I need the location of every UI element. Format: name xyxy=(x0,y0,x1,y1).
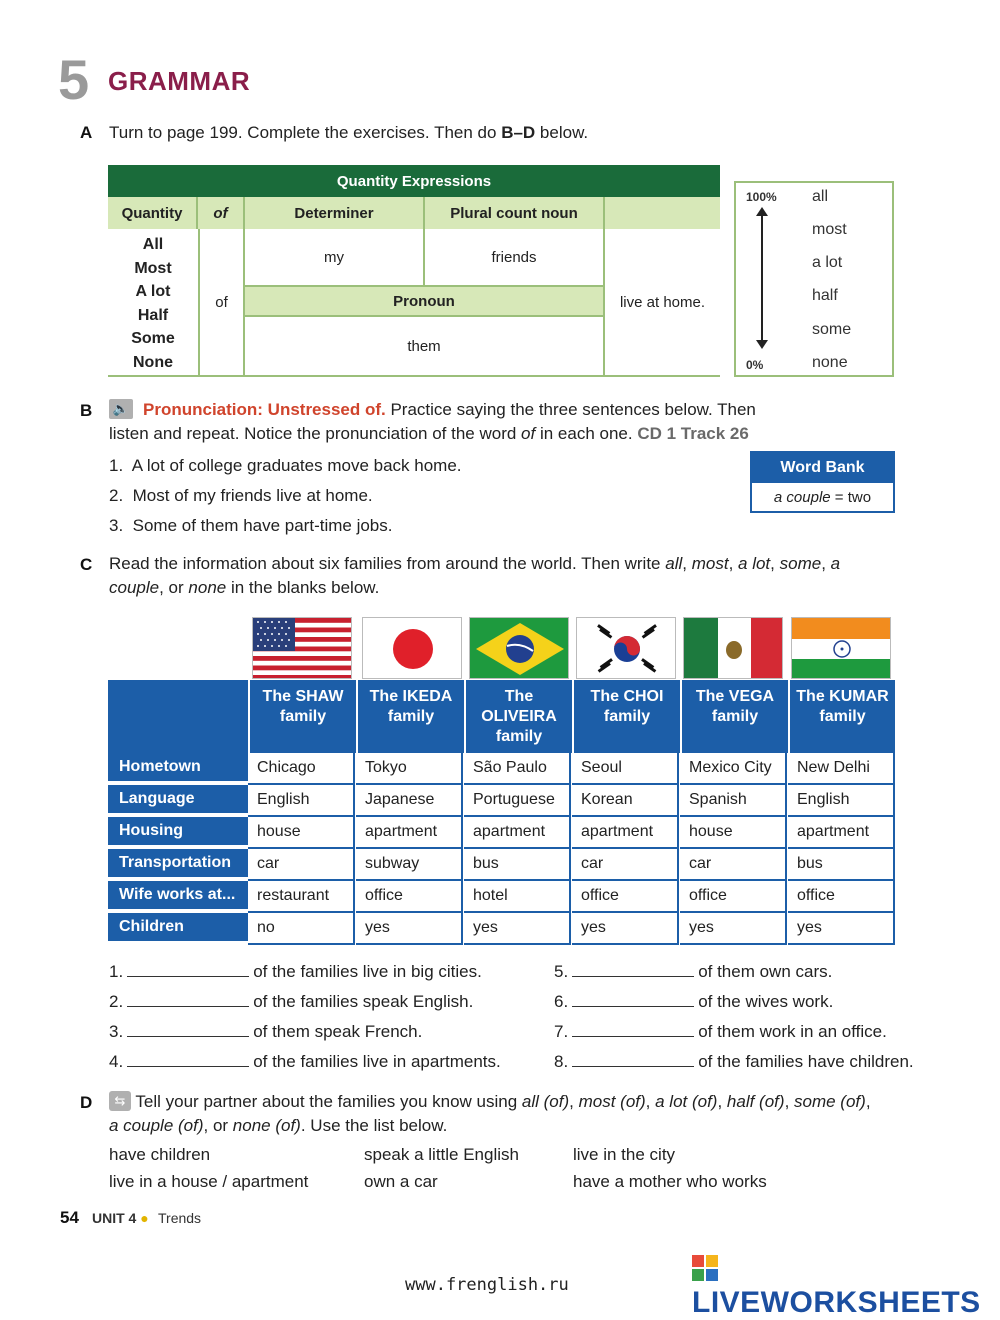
of-cell: of xyxy=(215,293,228,311)
exercise-item: 5. of them own cars. xyxy=(554,962,833,981)
page-number: 54 xyxy=(60,1208,79,1227)
table-cell: office xyxy=(356,881,463,913)
answer-blank[interactable] xyxy=(572,1022,694,1037)
table-cell: yes xyxy=(464,913,571,945)
table-cell: yes xyxy=(572,913,679,945)
exercise-item: 4. of the families live in apartments. xyxy=(109,1052,501,1071)
divider xyxy=(108,375,720,377)
mexico-flag-icon xyxy=(683,617,783,679)
india-flag-icon xyxy=(791,617,891,679)
scale-top-pct: 100% xyxy=(746,190,777,204)
family-header: The VEGA family xyxy=(680,680,788,753)
table-cell: Spanish xyxy=(680,785,787,817)
table-cell: Chicago xyxy=(248,753,355,785)
families-corner xyxy=(108,680,248,753)
scale-label: none xyxy=(812,354,848,371)
part-a-instruction: Turn to page 199. Complete the exercises. Then do B–D below. xyxy=(109,123,589,142)
table-cell: bus xyxy=(788,849,895,881)
table-cell: Korean xyxy=(572,785,679,817)
table-cell: bus xyxy=(464,849,571,881)
answer-blank[interactable] xyxy=(127,1052,249,1067)
header-of: of xyxy=(198,197,245,229)
part-b-line1: Pronunciation: Unstressed of. Practice saying the three sentences below. Then xyxy=(143,400,756,419)
determiner-cell: my xyxy=(324,248,344,266)
table-cell: apartment xyxy=(788,817,895,849)
table-cell: apartment xyxy=(572,817,679,849)
table-cell: restaurant xyxy=(248,881,355,913)
list-item: have children xyxy=(109,1145,211,1164)
scale-label: some xyxy=(812,321,852,338)
list-item: live in the city xyxy=(573,1145,676,1164)
part-c-letter: C xyxy=(80,555,93,574)
table-cell: English xyxy=(248,785,355,817)
answer-blank[interactable] xyxy=(127,992,249,1007)
answer-blank[interactable] xyxy=(572,962,694,977)
table-cell: Portuguese xyxy=(464,785,571,817)
answer-blank[interactable] xyxy=(572,1052,694,1067)
table-cell: house xyxy=(248,817,355,849)
table-cell: office xyxy=(572,881,679,913)
quantity-expressions-table xyxy=(108,165,720,377)
part-b-letter: B xyxy=(80,401,93,420)
list-item: live in a house / apartment xyxy=(109,1172,309,1191)
japan-flag-icon xyxy=(362,617,462,679)
table-cell: yes xyxy=(680,913,787,945)
row-label: Language xyxy=(108,785,248,815)
exercise-item: 1. of the families live in big cities. xyxy=(109,962,482,981)
part-b-line2: listen and repeat. Notice the pronunciation of the word of in each one. CD 1 Track 26 xyxy=(109,424,749,443)
noun-cell: friends xyxy=(491,248,537,266)
list-item: have a mother who works xyxy=(573,1172,767,1191)
family-header: The IKEDA family xyxy=(356,680,464,753)
header-determiner: Determiner xyxy=(245,197,425,229)
table-cell: yes xyxy=(356,913,463,945)
table-cell: apartment xyxy=(464,817,571,849)
list-item: own a car xyxy=(364,1172,438,1191)
word-bank-entry: a couple = two xyxy=(773,488,872,506)
scale-label: all xyxy=(812,188,829,205)
word-bank-title: Word Bank xyxy=(752,453,893,483)
pair-work-icon: ⇆ xyxy=(109,1091,131,1111)
table-cell: office xyxy=(680,881,787,913)
exercise-item: 8. of the families have children. xyxy=(554,1052,914,1071)
table-cell: office xyxy=(788,881,895,913)
row-label: Hometown xyxy=(108,753,248,783)
header-plural-noun: Plural count noun xyxy=(425,197,605,229)
scale-bottom-pct: 0% xyxy=(746,358,764,372)
word-bank xyxy=(750,451,895,513)
table-cell: Mexico City xyxy=(680,753,787,785)
header-blank xyxy=(605,197,720,229)
table-cell: car xyxy=(680,849,787,881)
part-d-line2: a couple (of), or none (of). Use the list below. xyxy=(109,1116,448,1135)
row-label: Wife works at... xyxy=(108,881,248,911)
brazil-flag-icon xyxy=(469,617,569,679)
table-cell: Tokyo xyxy=(356,753,463,785)
section-title: GRAMMAR xyxy=(108,66,251,96)
exercise-item: 2. of the families speak English. xyxy=(109,992,474,1011)
scale-label: most xyxy=(812,221,847,238)
answer-blank[interactable] xyxy=(572,992,694,1007)
table-cell: yes xyxy=(788,913,895,945)
scale-label: half xyxy=(812,287,838,304)
table-cell: car xyxy=(572,849,679,881)
header-quantity: Quantity xyxy=(108,197,198,229)
section-number: 5 xyxy=(58,48,90,111)
row-label: Housing xyxy=(108,817,248,847)
logo-icon xyxy=(692,1255,718,1281)
table-cell: São Paulo xyxy=(464,753,571,785)
verb-phrase-cell: live at home. xyxy=(619,293,706,311)
table-title: Quantity Expressions xyxy=(108,165,720,197)
family-header: The OLIVEIRA family xyxy=(464,680,572,753)
answer-blank[interactable] xyxy=(127,962,249,977)
part-d-letter: D xyxy=(80,1093,93,1112)
unit-label: UNIT 4 ● xyxy=(92,1210,149,1226)
table-cell: no xyxy=(248,913,355,945)
part-d-instruction: Tell your partner about the families you know using all (of), most (of), a lot (of), half (of), some (of), xyxy=(131,1092,871,1111)
scale-label: a lot xyxy=(812,254,843,271)
exercise-item: 7. of them work in an office. xyxy=(554,1022,887,1041)
quantity-list: All Most A lot Half Some None xyxy=(131,236,175,371)
table-cell: subway xyxy=(356,849,463,881)
list-item: speak a little English xyxy=(364,1145,519,1164)
scale-arrow-icon xyxy=(754,207,770,349)
speaker-icon[interactable]: 🔈 xyxy=(109,399,133,419)
site-url: www.frenglish.ru xyxy=(405,1275,569,1295)
pronoun-cell: them xyxy=(407,337,441,355)
part-a-letter: A xyxy=(80,123,93,142)
table-cell: apartment xyxy=(356,817,463,849)
table-cell: English xyxy=(788,785,895,817)
table-cell: New Delhi xyxy=(788,753,895,785)
exercise-item: 6. of the wives work. xyxy=(554,992,834,1011)
sentence: 3. Some of them have part-time jobs. xyxy=(109,516,393,535)
family-header: The SHAW family xyxy=(248,680,356,753)
answer-blank[interactable] xyxy=(127,1022,249,1037)
table-cell: house xyxy=(680,817,787,849)
usa-flag-icon xyxy=(252,617,352,679)
percentage-scale xyxy=(734,181,894,377)
part-c-instruction: Read the information about six families from around the world. Then write all, most, a lot, some, a couple, or none in the blanks below. xyxy=(109,554,841,597)
family-header: The CHOI family xyxy=(572,680,680,753)
table-cell: car xyxy=(248,849,355,881)
table-cell: Seoul xyxy=(572,753,679,785)
liveworksheets-logo[interactable]: LIVEWORKSHEETS xyxy=(692,1252,1000,1320)
unit-topic: Trends xyxy=(158,1210,202,1226)
table-cell: hotel xyxy=(464,881,571,913)
korea-flag-icon xyxy=(576,617,676,679)
row-label: Transportation xyxy=(108,849,248,879)
family-header: The KUMAR family xyxy=(788,680,895,753)
exercise-item: 3. of them speak French. xyxy=(109,1022,423,1041)
pronoun-header: Pronoun xyxy=(245,287,603,317)
table-cell: Japanese xyxy=(356,785,463,817)
sentence: 1. A lot of college graduates move back home. xyxy=(109,456,462,475)
sentence: 2. Most of my friends live at home. xyxy=(109,486,373,505)
row-label: Children xyxy=(108,913,248,943)
